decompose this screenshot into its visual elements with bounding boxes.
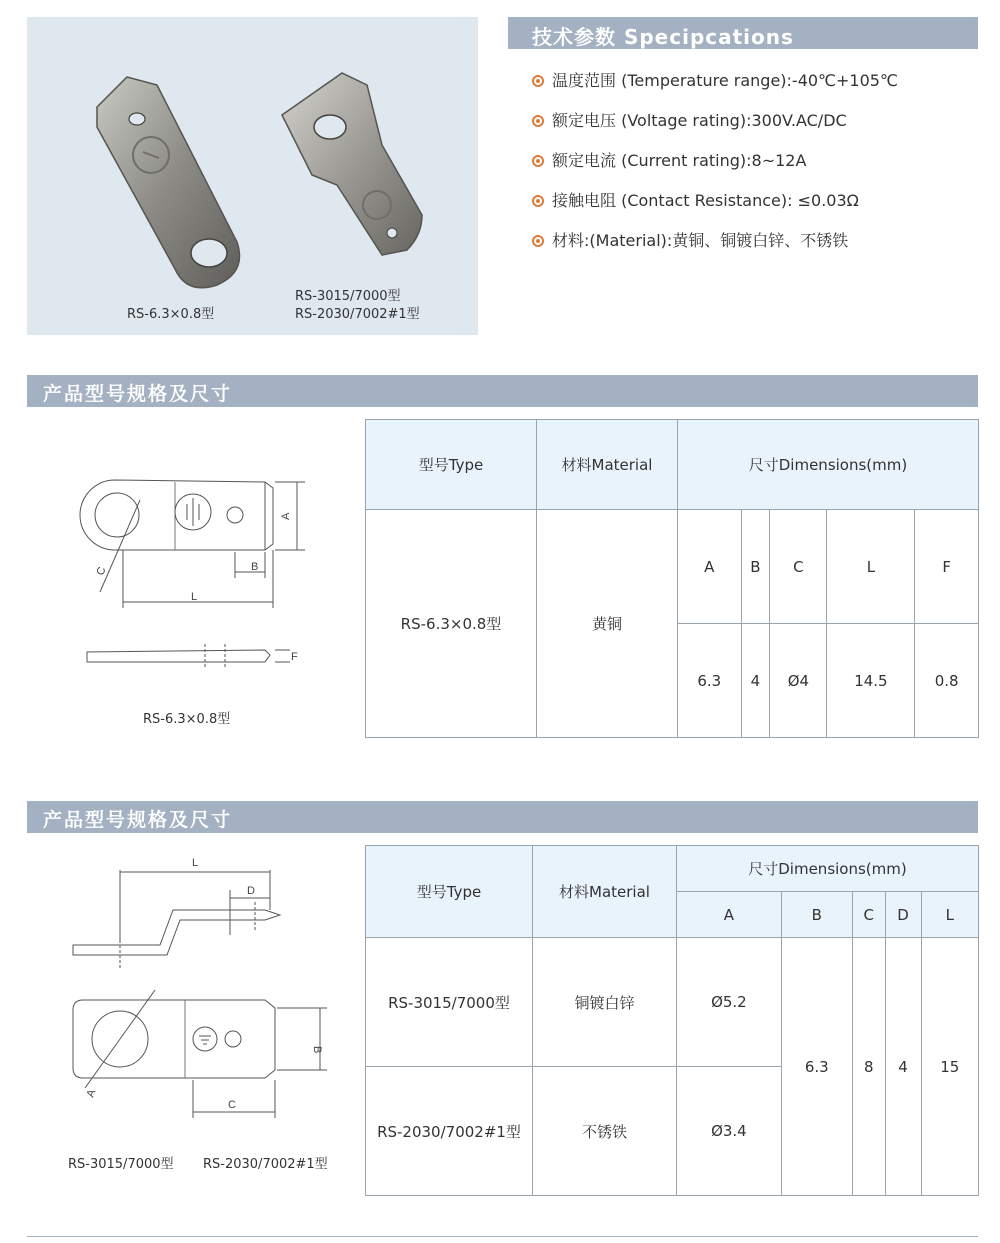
terminal-photo-bent: [272, 65, 442, 265]
spec-item-material: 材料:(Material):黄铜、铜镀白锌、不锈铁: [532, 228, 848, 251]
spec-item-voltage: 额定电压 (Voltage rating):300V.AC/DC: [532, 108, 847, 131]
cell-C: Ø4: [770, 624, 827, 738]
col-header-C: C: [770, 510, 827, 624]
section-2-title-bar: [27, 801, 978, 833]
section-1-title: 产品型号规格及尺寸: [43, 383, 233, 405]
specs-title: 技术参数 Specipcations: [532, 25, 794, 49]
dim-label-C: C: [94, 565, 109, 578]
header-type: 型号Type: [366, 846, 533, 938]
cell-A-row2: Ø3.4: [677, 1067, 782, 1196]
cell-type-row2: RS-2030/7002#1型: [366, 1067, 533, 1196]
dim-label-B: B: [251, 561, 259, 573]
cell-D-shared: 4: [885, 938, 921, 1196]
spec-item-resistance: 接触电阻 (Contact Resistance): ≤0.03Ω: [532, 188, 859, 211]
dim2-label-A: A: [84, 1088, 99, 1100]
dim2-label-L: L: [192, 857, 199, 869]
col-header-B: B: [781, 892, 852, 938]
bullet-icon: [532, 235, 544, 247]
cell-type-row1: RS-3015/7000型: [366, 938, 533, 1067]
cell-C-shared: 8: [852, 938, 885, 1196]
cell-L: 14.5: [827, 624, 915, 738]
col-header-L: L: [827, 510, 915, 624]
cell-L-shared: 15: [921, 938, 978, 1196]
photo-caption-right-1: RS-3015/7000型: [295, 289, 401, 304]
section-1-title-bar: [27, 375, 978, 407]
col-header-F: F: [915, 510, 979, 624]
header-type: 型号Type: [366, 420, 537, 510]
header-dimensions: 尺寸Dimensions(mm): [677, 846, 979, 892]
col-header-A: A: [677, 892, 782, 938]
drawing-rs3015: [65, 850, 345, 1150]
spec-item-temperature: 温度范围 (Temperature range):-40℃+105℃: [532, 68, 898, 91]
cell-A-row1: Ø5.2: [677, 938, 782, 1067]
col-header-L: L: [921, 892, 978, 938]
drawing-rs63: [75, 470, 335, 700]
cell-F: 0.8: [915, 624, 979, 738]
bullet-icon: [532, 155, 544, 167]
cell-material: 黄铜: [537, 510, 678, 738]
drawing-2-caption-1: RS-3015/7000型: [68, 1157, 174, 1172]
photo-caption-left: RS-6.3×0.8型: [127, 307, 215, 322]
header-dimensions: 尺寸Dimensions(mm): [678, 420, 979, 510]
photo-caption-right-2: RS-2030/7002#1型: [295, 307, 420, 322]
bullet-icon: [532, 195, 544, 207]
header-material: 材料Material: [537, 420, 678, 510]
drawing-2-caption-2: RS-2030/7002#1型: [203, 1157, 328, 1172]
dim-label-A: A: [280, 512, 292, 520]
dim2-label-C: C: [228, 1099, 236, 1111]
drawing-1-caption: RS-6.3×0.8型: [143, 712, 231, 727]
dim2-label-D: D: [247, 885, 255, 897]
dim2-label-B: B: [311, 1046, 323, 1054]
col-header-B: B: [741, 510, 770, 624]
product-photo-panel: [27, 17, 478, 335]
cell-type: RS-6.3×0.8型: [366, 510, 537, 738]
spec-table-1: [365, 419, 979, 738]
cell-A: 6.3: [678, 624, 742, 738]
cell-B: 4: [741, 624, 770, 738]
cell-B-shared: 6.3: [781, 938, 852, 1196]
section-2-title: 产品型号规格及尺寸: [43, 809, 233, 831]
spec-item-current: 额定电流 (Current rating):8~12A: [532, 148, 806, 171]
cell-material-row1: 铜镀白锌: [533, 938, 677, 1067]
terminal-photo-flat: [87, 57, 257, 297]
spec-table-2: [365, 845, 979, 1196]
dim-label-F: F: [291, 651, 298, 663]
bullet-icon: [532, 115, 544, 127]
dim-label-L: L: [191, 591, 198, 603]
footer-divider: [27, 1236, 978, 1237]
col-header-C: C: [852, 892, 885, 938]
header-material: 材料Material: [533, 846, 677, 938]
col-header-A: A: [678, 510, 742, 624]
cell-material-row2: 不锈铁: [533, 1067, 677, 1196]
specs-title-bar: [508, 17, 978, 49]
bullet-icon: [532, 75, 544, 87]
col-header-D: D: [885, 892, 921, 938]
